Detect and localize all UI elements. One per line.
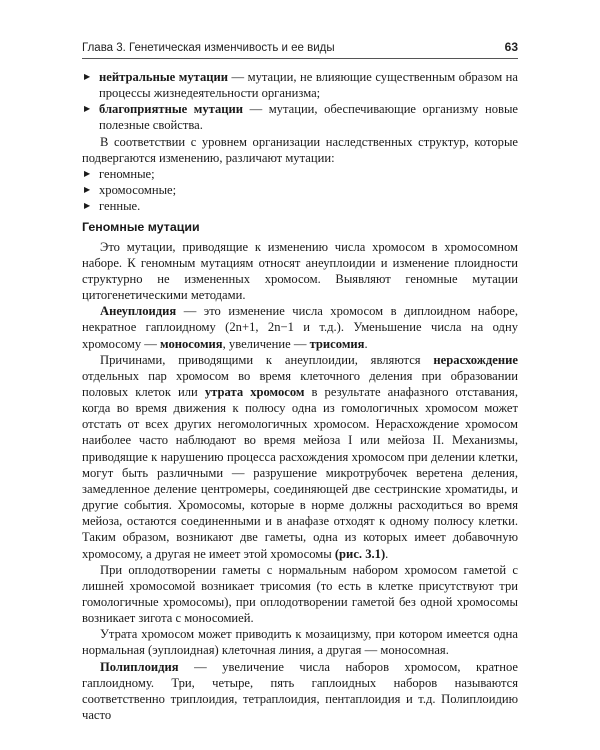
triangle-right-icon: ▶ <box>84 104 91 114</box>
term-chromosome-loss: утрата хромосом <box>204 384 305 399</box>
term-monosomy: моносомия <box>160 336 223 351</box>
definition-text: — мутации, обеспечивающие организму новые полезные свойства. <box>99 102 518 133</box>
paragraph: Это мутации, приводящие к изменению числа хромосом в хромосомном наборе. К геномным мутациям относят анеуплоидии и изменение плоидности структурно не измененных хромосом. Выявляют геномные мутации цитогенетическими методами. <box>82 239 518 303</box>
list-item <box>82 69 518 101</box>
triangle-right-icon: ▶ <box>84 201 91 211</box>
list-item: ▶ геномные; <box>84 166 155 181</box>
mutation-type-list <box>82 166 518 214</box>
intro-paragraph: В соответствии с уровнем организации наследственных структур, которые подвергаются изменению, различают мутации: <box>82 134 518 165</box>
paragraph: При оплодотворении гаметы с нормальным набором хромосом гаметой с лишней хромосомой возникает трисомия (то есть в клетке присутствуют три гомологичные хромосомы), при оплодотворении гаметой без одной хромосомы возникает зигота с моносомией. <box>82 562 518 626</box>
term-trisomy: трисомия <box>309 336 365 351</box>
paragraph: Полиплоидия — увеличение числа наборов хромосом, кратное гаплоидному. Три, четыре, пять гаплоидных наборов называются соответственно триплоидия, тетраплоидия, пентаплоидия и т.д. Полиплоидию часто <box>82 659 518 723</box>
paragraph: Утрата хромосом может приводить к мозаицизму, при котором имеется одна нормальная (эуплоидная) клеточная линия, а другая — моносомная. <box>82 627 518 658</box>
definition-text: — мутации, не влияющие существенным образом на процессы жизнедеятельности организма; <box>99 70 519 101</box>
page-body <box>82 69 518 723</box>
mutation-effect-list <box>82 69 518 134</box>
paragraph: Анеуплоидия — это изменение числа хромосом в диплоидном наборе, некратное гаплоидному (2n+1, 2n−1 и т.д.). Уменьшение числа на одну хромосому — моносомия, увеличение — трисомия. <box>82 304 518 351</box>
chapter-title: Глава 3. Генетическая изменчивость и ее виды <box>82 42 335 54</box>
list-item: ▶ генные. <box>84 199 141 214</box>
list-item: ▶ хромосомные; <box>84 183 177 198</box>
term-favorable: благоприятные мутации <box>99 102 244 117</box>
running-header <box>82 40 518 59</box>
page-number: 63 <box>504 40 518 54</box>
triangle-right-icon: ▶ <box>84 168 91 178</box>
paragraph: Причинами, приводящими к анеуплоидии, являются нерасхождение отдельных пар хромосом во время клеточного деления при образовании половых клеток или утрата хромосом в результате анафазного отставания, когда во время движения к полюсу одна из гомологичных хромосом может отстать от всех других негомологичных хромосом. Нерасхождение хромосом наиболее часто наблюдают во время мейоза I или мейоза II. Механизмы, приводящие к нарушению процесса расхождения хромосом при делении клетки, могут быть различными — разрушение микротрубочек веретена деления, замедленное деление центромеры, соединяющей две сестринские хроматиды, и другие события. Хромосомы, которые в норме должны расходиться во время мейоза, остаются соединенными и в анафазе отходят к одному полюсу клетки. Таким образом, возникают две гаметы, одна из которых имеет добавочную хромосому, а другая не имеет этой хромосомы (рис. 3.1). <box>82 352 518 561</box>
triangle-right-icon: ▶ <box>84 72 91 81</box>
term-aneuploidy: Анеуплоидия <box>100 304 177 319</box>
term-nondisjunction: нерасхождение <box>433 352 518 367</box>
figure-reference: (рис. 3.1) <box>334 546 386 561</box>
triangle-right-icon: ▶ <box>84 185 91 195</box>
section-heading: Геномные мутации <box>82 220 200 235</box>
term-neutral: нейтральные мутации <box>99 70 229 84</box>
list-item <box>82 101 518 133</box>
term-polyploidy: Полиплоидия <box>100 659 179 674</box>
